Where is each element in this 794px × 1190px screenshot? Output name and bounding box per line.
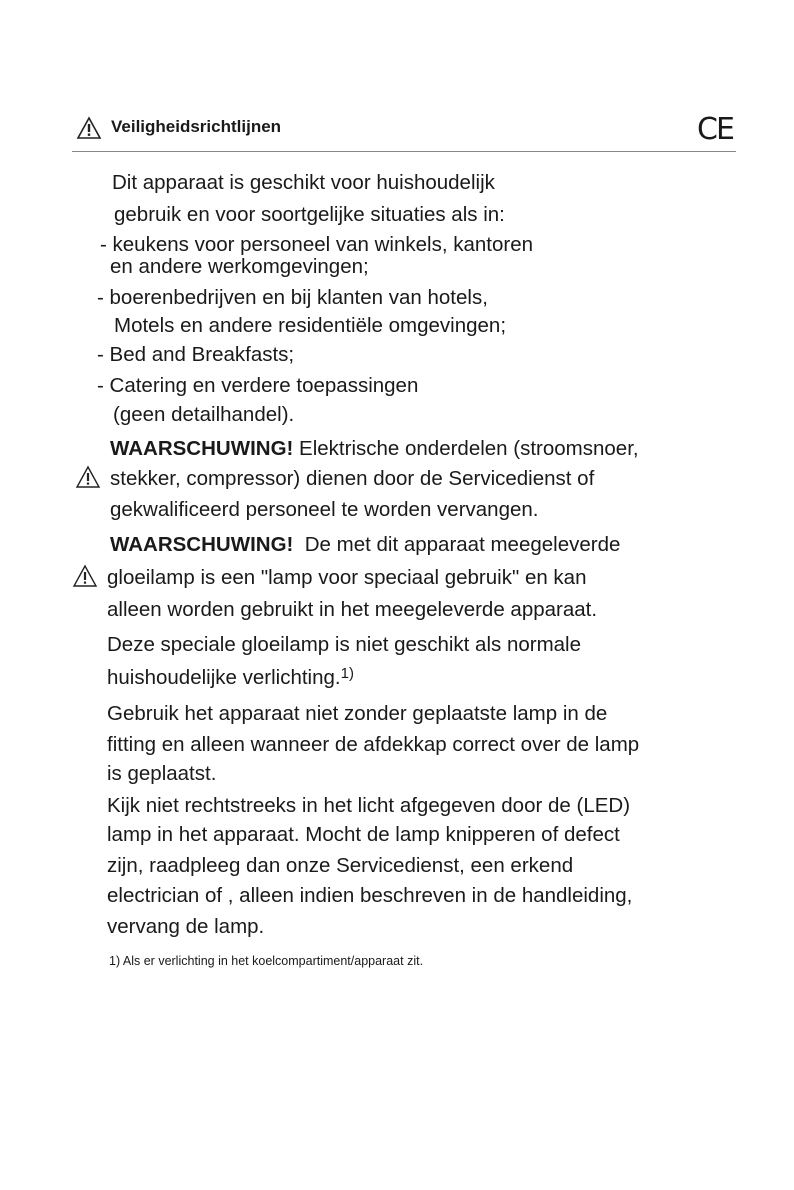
divider [72, 151, 736, 152]
warning-line [110, 532, 620, 558]
list-item: - keukens voor personeel van winkels, kantoren [100, 233, 534, 256]
text-line: Gebruik het apparaat niet zonder geplaatste lamp in de [107, 702, 608, 725]
text-span: huishoudelijke verlichting. [107, 666, 341, 689]
text-span: Elektrische onderdelen (stroomsnoer, [293, 437, 639, 460]
list-item: - boerenbedrijven en bij klanten van hotels, [97, 286, 488, 309]
text-span: De met dit apparaat meegeleverde [293, 533, 621, 556]
text-line: gloeilamp is een "lamp voor speciaal gebruik" en kan [107, 566, 587, 589]
text-line: gebruik en voor soortgelijke situaties als in: [114, 203, 505, 226]
text-line: Kijk niet rechtstreeks in het licht afgegeven door de (LED) [107, 794, 631, 817]
text-line: fitting en alleen wanneer de afdekkap correct over de lamp [107, 733, 640, 756]
warning-label: WAARSCHUWING! [110, 533, 294, 556]
footnote-ref: 1) [340, 665, 354, 682]
ce-mark: CE [697, 112, 733, 147]
text-line: Deze speciale gloeilamp is niet geschikt als normale [107, 633, 582, 656]
text-line: gekwalificeerd personeel te worden vervangen. [110, 498, 539, 521]
list-item: - Bed and Breakfasts; [97, 343, 295, 366]
warning-icon [75, 465, 101, 489]
text-line: zijn, raadpleeg dan onze Servicedienst, een erkend [107, 854, 574, 877]
text-line: alleen worden gebruikt in het meegeleverde apparaat. [107, 598, 598, 621]
text-line: (geen detailhandel). [113, 403, 295, 426]
warning-line [110, 436, 639, 462]
text-line: electrician of , alleen indien beschreven in de handleiding, [107, 884, 633, 907]
text-line: stekker, compressor) dienen door de Servicedienst of [110, 467, 595, 490]
text-line: is geplaatst. [107, 762, 217, 785]
text-line: Motels en andere residentiële omgevingen; [114, 314, 507, 337]
text-line: en andere werkomgevingen; [110, 255, 369, 278]
text-line: lamp in het apparaat. Mocht de lamp knipperen of defect [107, 823, 620, 846]
text-line: vervang de lamp. [107, 915, 265, 938]
warning-icon [76, 116, 102, 140]
text-line: Dit apparaat is geschikt voor huishoudelijk [112, 171, 495, 194]
list-item: - Catering en verdere toepassingen [97, 374, 419, 397]
warning-icon [72, 564, 98, 588]
footnote: 1) Als er verlichting in het koelcompartiment/apparaat zit. [109, 954, 424, 968]
text-line [107, 665, 354, 691]
warning-label: WAARSCHUWING! [110, 437, 294, 460]
section-title: Veiligheidsrichtlijnen [111, 117, 282, 136]
